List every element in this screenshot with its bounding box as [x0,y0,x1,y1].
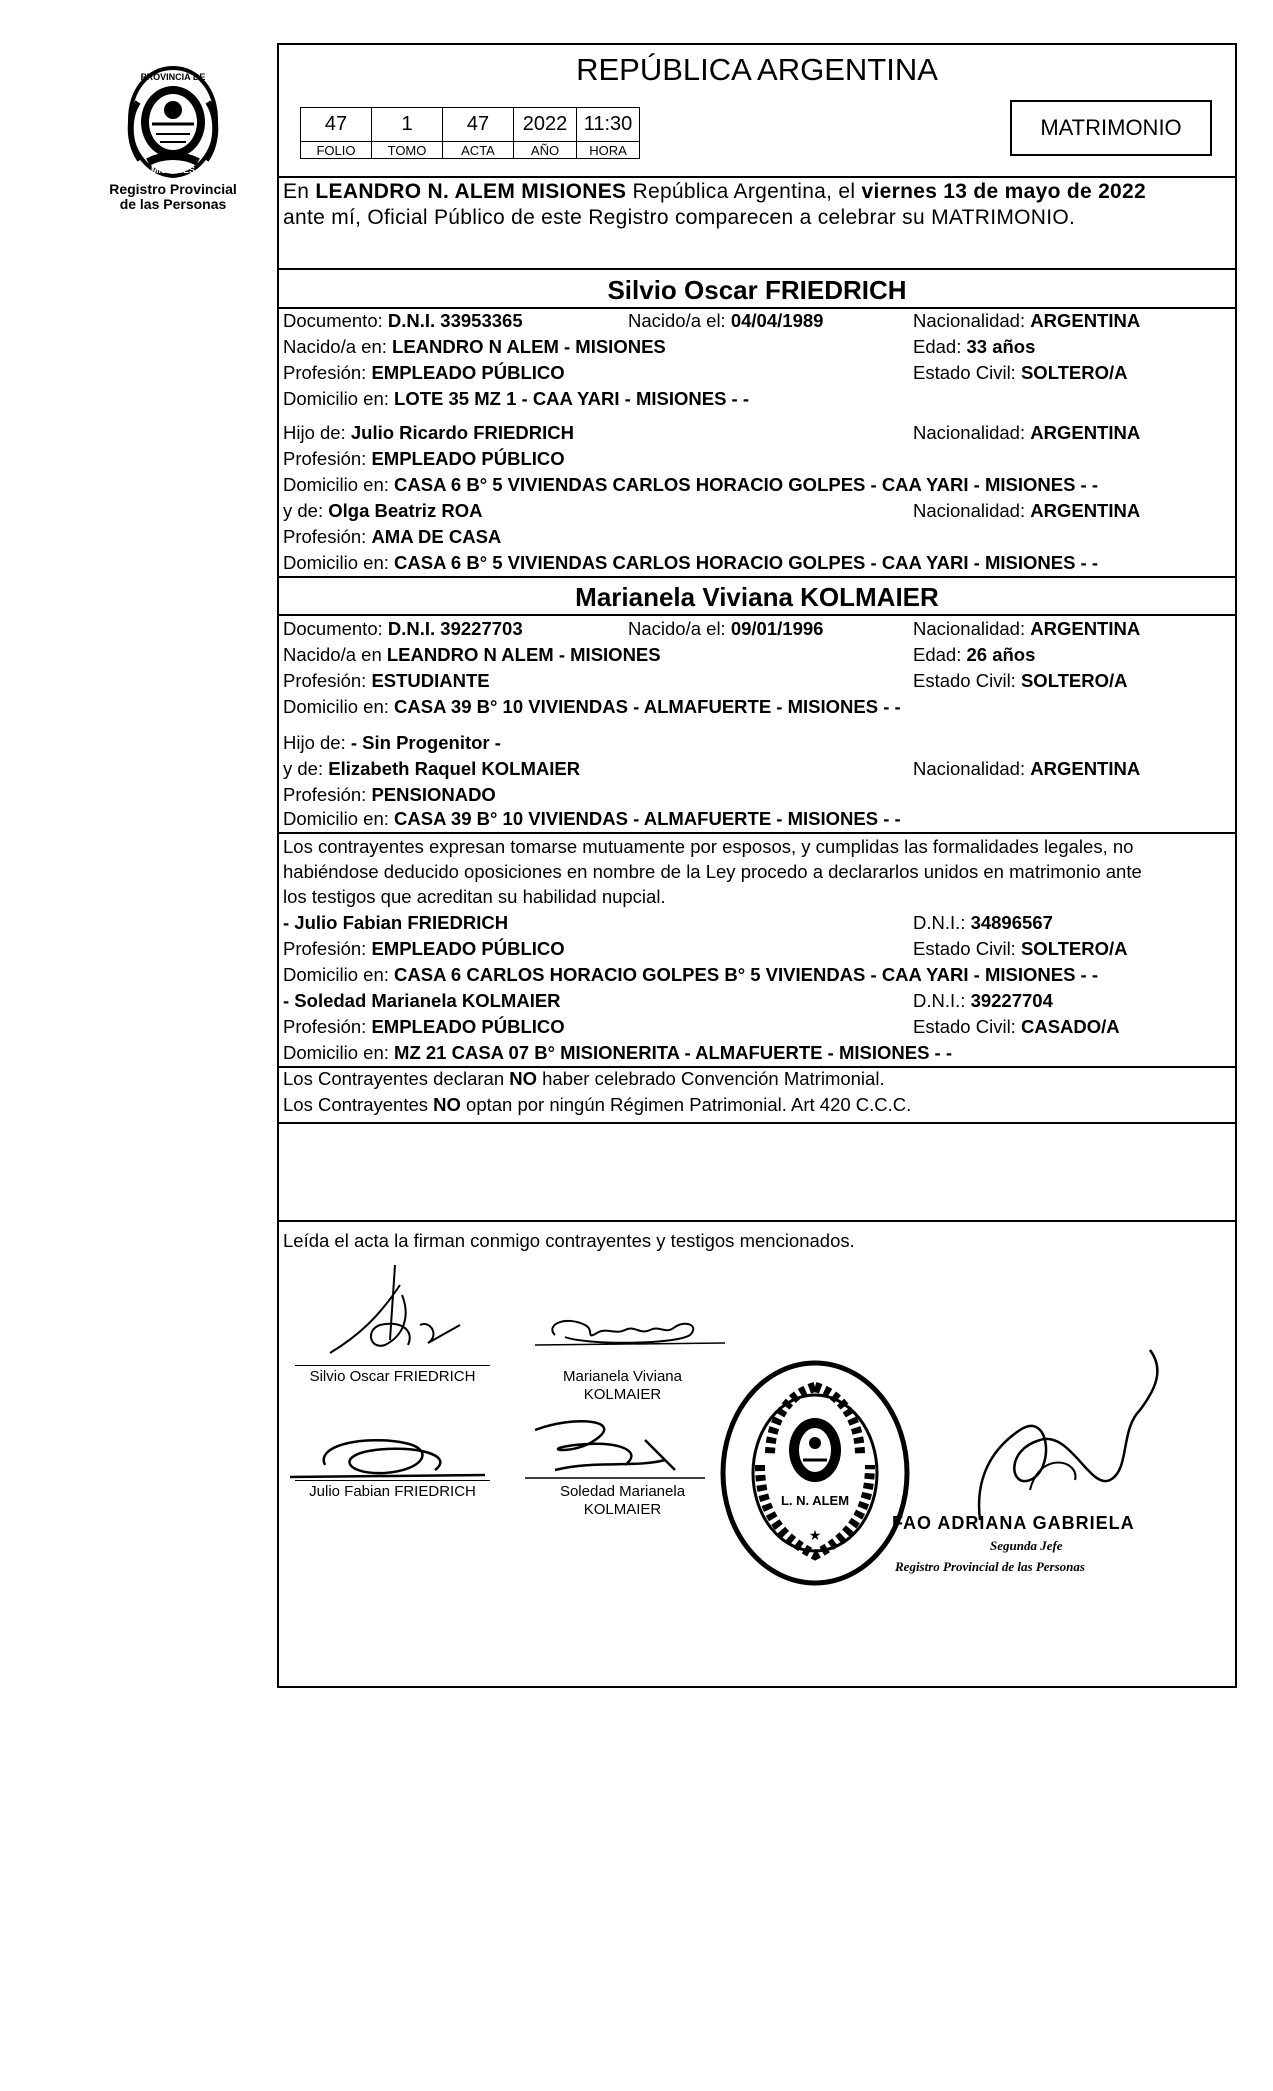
nota-convencion: Los Contrayentes declaran NO haber celebrado Convención Matrimonial. [283,1068,885,1089]
c1-madre-domicilio: Domicilio en: CASA 6 B° 5 VIVIENDAS CARLOS HORACIO GOLPES - CAA YARI - MISIONES - - [283,552,1099,573]
c2-nacionalidad: Nacionalidad: ARGENTINA [913,618,1141,639]
divider [277,576,1237,578]
document-title: REPÚBLICA ARGENTINA [576,52,938,87]
testigo-2-profesion: Profesión: EMPLEADO PÚBLICO [283,1016,565,1037]
contrayente-2-name: Marianela Viviana KOLMAIER [575,582,939,612]
divider [277,307,1237,309]
c1-nacido-el: Nacido/a el: 04/04/1989 [628,310,824,331]
c1-estado-civil: Estado Civil: SOLTERO/A [913,362,1128,383]
contrayente-1-name: Silvio Oscar FRIEDRICH [607,275,907,305]
c1-nacido-en: Nacido/a en: LEANDRO N ALEM - MISIONES [283,336,666,357]
folio-label: FOLIO [301,142,372,159]
declaracion-line-3: los testigos que acreditan su habilidad nupcial. [283,886,666,907]
c2-madre-nacionalidad: Nacionalidad: ARGENTINA [913,758,1141,779]
sigline [295,1365,490,1366]
intro-place: LEANDRO N. ALEM MISIONES [315,180,627,203]
tomo-value: 1 [372,108,443,142]
c1-padre-nacionalidad: Nacionalidad: ARGENTINA [913,422,1141,443]
testigo-2-name: - Soledad Marianela KOLMAIER [283,990,561,1011]
registration-table [300,107,640,159]
provincial-seal-icon [118,62,228,182]
c1-padre-domicilio: Domicilio en: CASA 6 B° 5 VIVIENDAS CARLOS HORACIO GOLPES - CAA YARI - MISIONES - - [283,474,1099,495]
c1-profesion: Profesión: EMPLEADO PÚBLICO [283,362,565,383]
registry-logo [98,62,248,212]
testigo-1-domicilio: Domicilio en: CASA 6 CARLOS HORACIO GOLPES B° 5 VIVIENDAS - CAA YARI - MISIONES - - [283,964,1099,985]
leida-text: Leída el acta la firman conmigo contrayentes y testigos mencionados. [283,1230,855,1251]
c1-padre-profesion: Profesión: EMPLEADO PÚBLICO [283,448,565,469]
testigo-2-dni: D.N.I.: 39227704 [913,990,1053,1011]
sig-caption-4a: Soledad Marianela [559,1483,686,1500]
logo-caption-2: de las Personas [119,196,227,212]
c2-profesion: Profesión: ESTUDIANTE [283,670,490,691]
signature-marianela [525,1305,735,1365]
sig-caption-2a: Marianela Viviana [563,1368,682,1385]
c2-documento: Documento: D.N.I. 39227703 [283,618,523,639]
sigline [295,1480,490,1481]
intro-date: viernes 13 de mayo de 2022 [861,180,1146,203]
nota-regimen: Los Contrayentes NO optan por ningún Régimen Patrimonial. Art 420 C.C.C. [283,1094,912,1115]
stamp-center-text: L. N. ALEM [780,1493,850,1508]
divider [277,614,1237,616]
declaracion-line-2: habiéndose deducido oposiciones en nombre de la Ley procedo a declararlos unidos en matrimonio ante [283,861,1142,882]
c1-madre: y de: Olga Beatriz ROA [283,500,483,521]
c2-estado-civil: Estado Civil: SOLTERO/A [913,670,1128,691]
testigo-2-estado: Estado Civil: CASADO/A [913,1016,1120,1037]
c1-madre-nacionalidad: Nacionalidad: ARGENTINA [913,500,1141,521]
svg-text:★: ★ [808,1527,822,1543]
folio-value: 47 [301,108,372,142]
declaracion-line-1: Los contrayentes expresan tomarse mutuamente por esposos, y cumplidas las formalidades legales, no [283,836,1134,857]
c2-nacido-en: Nacido/a en LEANDRO N ALEM - MISIONES [283,644,661,665]
testigo-1-dni: D.N.I.: 34896567 [913,912,1053,933]
official-name: FAO ADRIANA GABRIELA [892,1513,1135,1533]
c1-madre-profesion: Profesión: AMA DE CASA [283,526,502,547]
c2-domicilio: Domicilio en: CASA 39 B° 10 VIVIENDAS - ALMAFUERTE - MISIONES - - [283,696,901,717]
c1-edad: Edad: 33 años [913,336,1036,357]
c1-domicilio: Domicilio en: LOTE 35 MZ 1 - CAA YARI - MISIONES - - [283,388,750,409]
c2-padre: Hijo de: - Sin Progenitor - [283,732,501,753]
signature-soledad [515,1410,715,1485]
official-role: Segunda Jefe [990,1538,1063,1553]
seal-bottom-text: MISIONES [150,165,196,175]
acta-label: ACTA [443,142,514,159]
sig-caption-2b: KOLMAIER [583,1386,662,1403]
sig-caption-3: Julio Fabian FRIEDRICH [309,1483,476,1500]
divider [277,1220,1237,1222]
c1-nacionalidad: Nacionalidad: ARGENTINA [913,310,1141,331]
acta-value: 47 [443,108,514,142]
c2-madre: y de: Elizabeth Raquel KOLMAIER [283,758,581,779]
testigo-1-name: - Julio Fabian FRIEDRICH [283,912,509,933]
official-org: Registro Provincial de las Personas [895,1559,1085,1574]
c2-madre-domicilio: Domicilio en: CASA 39 B° 10 VIVIENDAS - ALMAFUERTE - MISIONES - - [283,808,901,829]
anio-label: AÑO [514,142,577,159]
c2-nacido-el: Nacido/a el: 09/01/1996 [628,618,824,639]
c1-padre: Hijo de: Julio Ricardo FRIEDRICH [283,422,574,443]
signature-official [880,1330,1180,1530]
intro-line-1: En LEANDRO N. ALEM MISIONES República Argentina, el viernes 13 de mayo de 2022 [283,180,1146,203]
record-type-box: MATRIMONIO [1010,100,1212,156]
seal-top-text: PROVINCIA DE [140,72,206,82]
testigo-1-estado: Estado Civil: SOLTERO/A [913,938,1128,959]
anio-value: 2022 [514,108,577,142]
divider [277,268,1237,270]
sig-caption-1: Silvio Oscar FRIEDRICH [309,1368,476,1385]
hora-label: HORA [577,142,640,159]
sig-caption-4b: KOLMAIER [583,1501,662,1518]
testigo-2-domicilio: Domicilio en: MZ 21 CASA 07 B° MISIONERITA - ALMAFUERTE - MISIONES - - [283,1042,953,1063]
intro-line-2: ante mí, Oficial Público de este Registro comparecen a celebrar su MATRIMONIO. [283,206,1076,229]
hora-value: 11:30 [577,108,640,142]
tomo-label: TOMO [372,142,443,159]
testigo-1-profesion: Profesión: EMPLEADO PÚBLICO [283,938,565,959]
logo-caption-1: Registro Provincial [109,181,237,197]
c2-edad: Edad: 26 años [913,644,1036,665]
c1-documento: Documento: D.N.I. 33953365 [283,310,523,331]
divider [277,1122,1237,1124]
c2-madre-profesion: Profesión: PENSIONADO [283,784,496,805]
signature-silvio [290,1255,510,1365]
